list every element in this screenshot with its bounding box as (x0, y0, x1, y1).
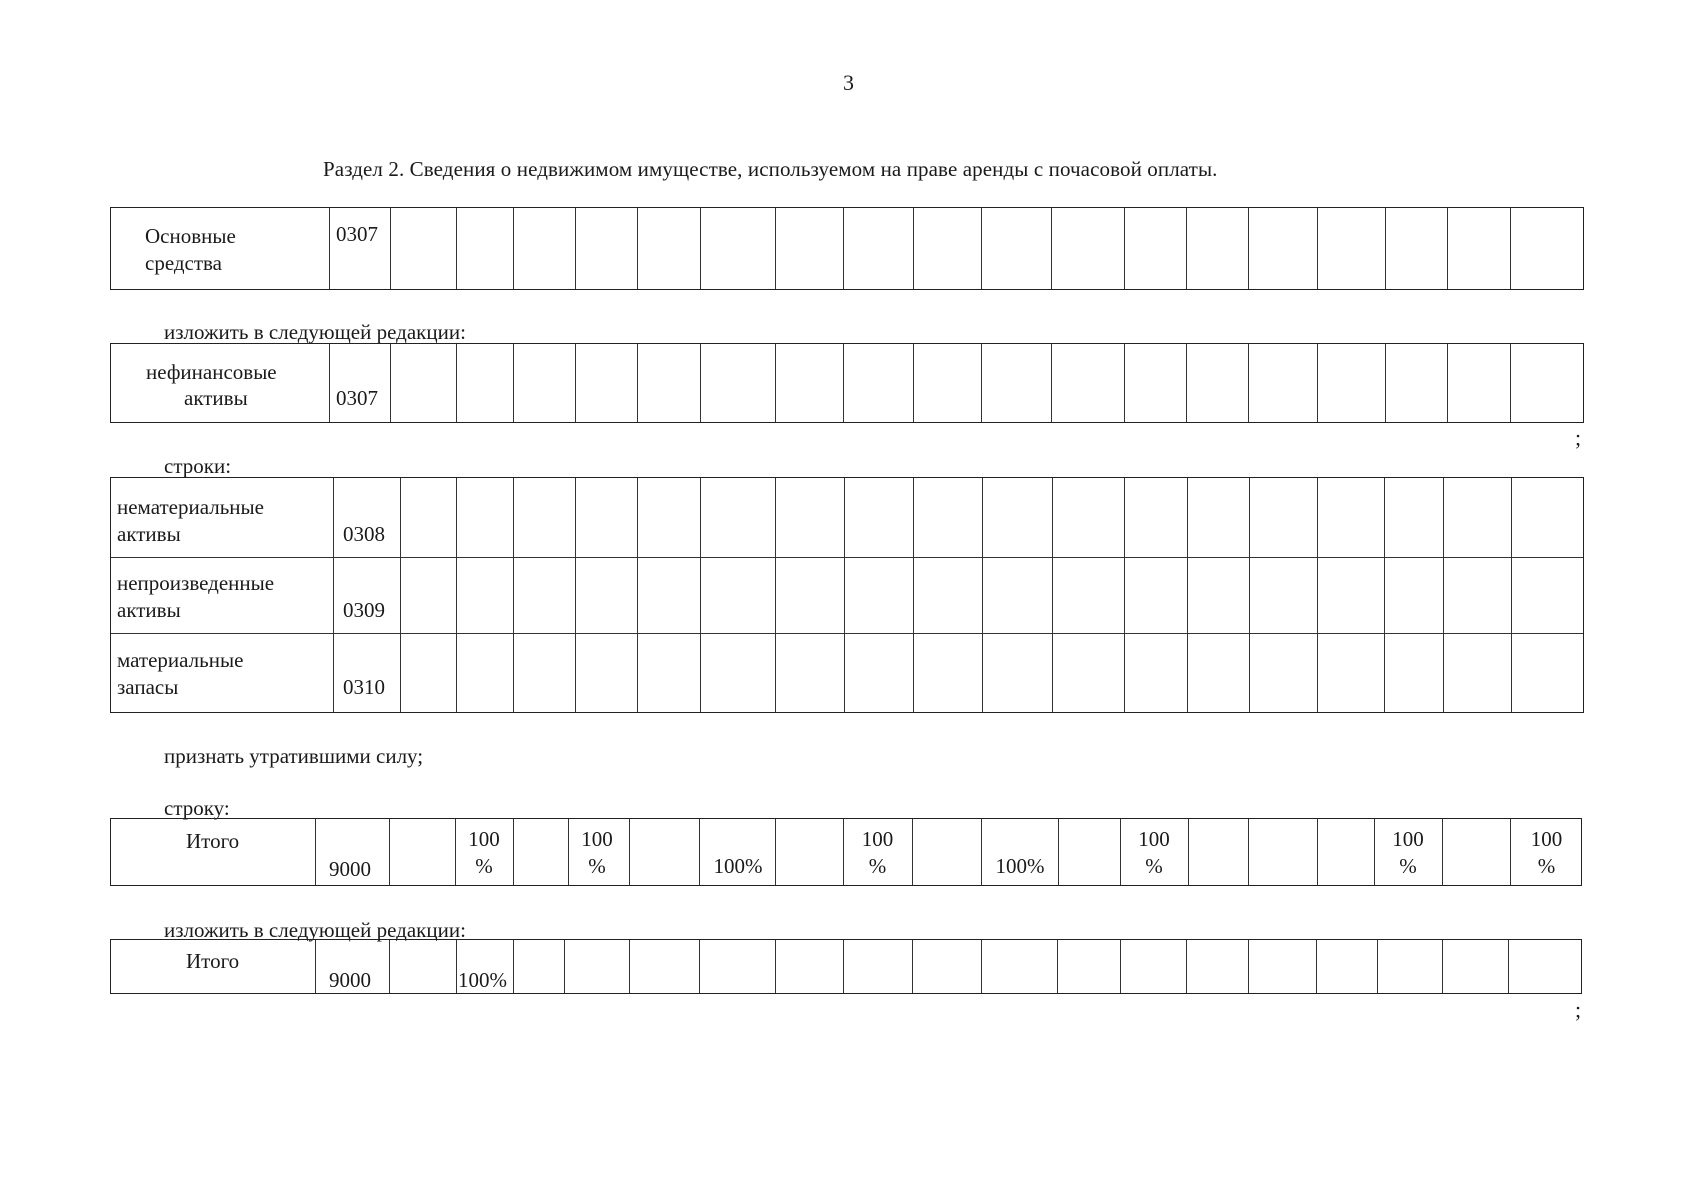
table-cell (1120, 940, 1121, 993)
row-0308-name-line2: активы (117, 522, 181, 546)
table-cell (1377, 940, 1378, 993)
table-cell (1051, 344, 1052, 422)
table-cell (1317, 208, 1318, 289)
table-cell (1248, 940, 1249, 993)
table-cell (699, 940, 700, 993)
table-cell (315, 940, 316, 993)
table-cell (329, 344, 330, 422)
instruction-row: строку: (164, 796, 230, 820)
row-name-line2: активы (184, 386, 248, 410)
table-cell (700, 344, 701, 422)
table-cell (913, 344, 914, 422)
row-0310-code: 0310 (343, 675, 385, 699)
table-cell (513, 940, 514, 993)
table-cell (1248, 208, 1249, 289)
total-code: 9000 (329, 857, 371, 881)
table-cell (913, 208, 914, 289)
table-cell (981, 208, 982, 289)
instruction-edit-1: изложить в следующей редакции: (164, 320, 466, 344)
table-cell (775, 940, 776, 993)
table-cell (389, 940, 390, 993)
table-cell (1124, 344, 1125, 422)
table-cell (629, 940, 630, 993)
table-cell (513, 478, 514, 712)
pct-col7-bottom: % (1399, 854, 1417, 878)
table-cell (456, 208, 457, 289)
row-name-line2: средства (145, 251, 223, 275)
total-code: 9000 (329, 968, 371, 992)
table-cell (637, 478, 638, 712)
total-name: Итого (186, 829, 240, 853)
table-cell (1443, 478, 1444, 712)
pct-col1: 100% (458, 968, 507, 992)
table-cell (700, 208, 701, 289)
table-cell (329, 208, 330, 289)
table-cell (1447, 344, 1448, 422)
table-cell (1442, 819, 1443, 885)
table-cell (315, 819, 316, 885)
table-cell (400, 478, 401, 712)
table-cell (700, 478, 701, 712)
semicolon: ; (1575, 425, 1582, 450)
table-cell (1052, 478, 1053, 712)
table-cell (1508, 940, 1509, 993)
table-cell (1511, 478, 1512, 712)
row-0310-name-line2: запасы (117, 675, 179, 699)
table-cell (513, 819, 514, 885)
total-name: Итого (186, 949, 240, 973)
table-cell (1248, 344, 1249, 422)
table-cell (912, 819, 913, 885)
table-cell (1316, 940, 1317, 993)
table-cell (637, 344, 638, 422)
table-cell (389, 819, 390, 885)
row-0309-name-line2: активы (117, 598, 181, 622)
row-0309-name-line1: непроизведенные (117, 571, 275, 595)
pct-col4-top: 100 (861, 827, 894, 851)
row-divider (111, 557, 1583, 558)
table-cell (981, 819, 982, 885)
table-cell (775, 208, 776, 289)
page-number: 3 (843, 70, 854, 95)
table-cell (775, 344, 776, 422)
row-name-line1: нефинансовые (146, 360, 277, 384)
row-0308-name-line1: нематериальные (117, 495, 264, 519)
pct-col2-bottom: % (588, 854, 606, 878)
pct-col2-top: 100 (581, 827, 613, 851)
table-cell (981, 940, 982, 993)
table-cell (575, 208, 576, 289)
pct-col6-bottom: % (1145, 854, 1163, 878)
table-rows-0308-0310 (110, 477, 1584, 713)
table-cell (1186, 208, 1187, 289)
table-cell (1447, 208, 1448, 289)
table-cell (456, 478, 457, 712)
table-cell (456, 344, 457, 422)
pct-col8-bottom: % (1537, 854, 1556, 878)
table-cell (1385, 208, 1386, 289)
table-cell (513, 344, 514, 422)
table-cell (513, 208, 514, 289)
table-cell (564, 940, 565, 993)
table-cell (1249, 478, 1250, 712)
table-cell (1187, 478, 1188, 712)
section-heading: Раздел 2. Сведения о недвижимом имуществе, используемом на праве аренды с почасовой оплаты. (323, 157, 1218, 181)
row-0309-code: 0309 (343, 598, 385, 622)
table-total-old (110, 818, 1582, 886)
table-cell (843, 940, 844, 993)
table-cell (637, 208, 638, 289)
table-cell (456, 940, 457, 993)
table-cell (1057, 940, 1058, 993)
table-cell (1510, 344, 1511, 422)
table-cell (1188, 819, 1189, 885)
table-cell (1186, 344, 1187, 422)
table-cell (1051, 208, 1052, 289)
row-0310-name-line1: материальные (117, 648, 244, 672)
table-cell (912, 940, 913, 993)
table-old-0307 (110, 207, 1584, 290)
instruction-invalid: признать утратившими силу; (164, 744, 424, 768)
table-cell (1124, 478, 1125, 712)
table-cell (390, 344, 391, 422)
pct-col4-bottom: % (868, 854, 887, 878)
table-cell (775, 819, 776, 885)
table-new-0307 (110, 343, 1584, 423)
row-0308-code: 0308 (343, 522, 385, 546)
instruction-edit-2: изложить в следующей редакции: (164, 918, 466, 942)
pct-col1-bottom: % (475, 854, 493, 878)
row-code: 0307 (336, 386, 378, 410)
row-name-line1: Основные (145, 224, 236, 248)
table-cell (629, 819, 630, 885)
table-cell (1442, 940, 1443, 993)
table-cell (981, 344, 982, 422)
table-cell (699, 819, 700, 885)
table-cell (575, 344, 576, 422)
table-cell (390, 208, 391, 289)
table-cell (844, 478, 845, 712)
table-cell (1317, 344, 1318, 422)
table-cell (843, 344, 844, 422)
pct-col1-top: 100 (468, 827, 500, 851)
table-cell (1510, 208, 1511, 289)
table-cell (1186, 940, 1187, 993)
table-cell (1248, 819, 1249, 885)
table-cell (1317, 478, 1318, 712)
table-cell (913, 478, 914, 712)
row-code: 0307 (336, 222, 378, 246)
table-cell (775, 478, 776, 712)
table-cell (1317, 819, 1318, 885)
pct-col6-top: 100 (1138, 827, 1170, 851)
table-cell (982, 478, 983, 712)
semicolon-end: ; (1575, 997, 1582, 1022)
table-cell (1384, 478, 1385, 712)
table-cell (333, 478, 334, 712)
pct-col3: 100% (713, 854, 763, 878)
table-cell (575, 478, 576, 712)
pct-col8-top: 100 (1530, 827, 1563, 851)
instruction-rows: строки: (164, 454, 232, 478)
table-cell (843, 208, 844, 289)
row-divider (111, 633, 1583, 634)
pct-col7-top: 100 (1392, 827, 1424, 851)
pct-col5: 100% (995, 854, 1045, 878)
table-cell (1124, 208, 1125, 289)
table-cell (1058, 819, 1059, 885)
table-total-new (110, 939, 1582, 994)
table-cell (1385, 344, 1386, 422)
